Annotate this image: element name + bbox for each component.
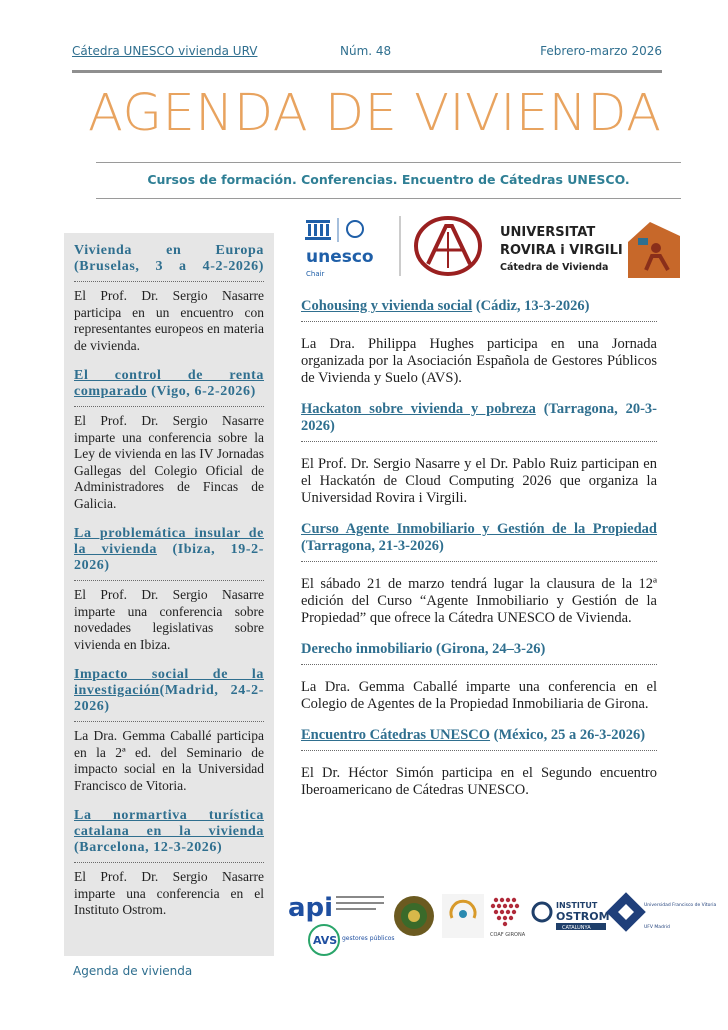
issue-number: Núm. 48 [340, 44, 392, 58]
seal-logo [394, 896, 434, 936]
main-event [301, 641, 657, 713]
event-place-date: (Tarragona, 20-3-2026) [301, 401, 657, 434]
sidebar-event [74, 368, 264, 512]
dotted-divider [74, 580, 264, 581]
dotted-divider [74, 862, 264, 863]
event-link[interactable]: Impacto social de la investigación [74, 667, 264, 698]
event-description: La Dra. Gemma Caballé participa en la 2ª ed. del Seminario de impacto social en la Universidad Francisco de Vitoria. [74, 728, 264, 793]
svg-text:CATALUNYA: CATALUNYA [562, 925, 591, 931]
svg-text:Cátedra de Vivienda: Cátedra de Vivienda [500, 262, 609, 273]
event-heading [301, 298, 657, 315]
title-divider-bottom [96, 198, 681, 199]
event-heading [74, 808, 264, 856]
event-place-date: (México, 25 a 26-3-2026) [490, 727, 646, 743]
event-place-date: (Tarragona, 21-3-2026) [301, 538, 444, 554]
event-heading [301, 641, 657, 658]
event-link[interactable]: El control de renta comparado [74, 368, 264, 399]
header-divider [72, 70, 662, 73]
dotted-divider [74, 406, 264, 407]
dotted-divider [74, 721, 264, 722]
event-description: El Prof. Dr. Sergio Nasarre imparte una conferencia en el Instituto Ostrom. [74, 869, 264, 917]
event-description: El Prof. Dr. Sergio Nasarre y el Dr. Pablo Ruiz participan en el Hackatón de Cloud Computing 2026 que organiza la Universidad Rovira i Virgili. [301, 456, 657, 506]
event-heading [74, 526, 264, 574]
svg-text:ROVIRA i VIRGILI: ROVIRA i VIRGILI [500, 243, 623, 258]
event-description: El sábado 21 de marzo tendrá lugar la clausura de la 12ª edición del Curso “Agente Inmobiliario y Gestión de la Propiedad” que ofrece la Cátedra UNESCO de Vivienda. [301, 576, 657, 626]
sidebar-event [74, 808, 264, 919]
event-title: Derecho inmobiliario (Girona, 24–3-26) [301, 641, 546, 657]
svg-text:unesco: unesco [306, 247, 374, 267]
event-title[interactable]: Vivienda en Europa [74, 243, 264, 258]
event-place-date: (Bruselas, 3 a 4-2-2026) [74, 259, 264, 274]
event-description: El Prof. Dr. Sergio Nasarre imparte una conferencia sobre la Ley de vivienda en las IV Jornadas Gallegas del Colegio Oficial de Administradores de Fincas de Galicia. [74, 413, 264, 511]
event-link[interactable]: Cohousing y vivienda social [301, 298, 473, 314]
colegio-logo [442, 894, 484, 938]
ostrom-logo [533, 901, 610, 931]
main-event [301, 401, 657, 507]
svg-text:gestores públicos: gestores públicos [342, 935, 395, 942]
coaf-girona-logo [490, 898, 526, 938]
page-footer: Agenda de vivienda [73, 964, 193, 978]
page-subtitle: Cursos de formación. Conferencias. Encuentro de Cátedras UNESCO. [147, 172, 630, 187]
title-divider-top [96, 162, 681, 163]
event-heading [301, 521, 657, 555]
dotted-divider [301, 321, 657, 322]
svg-text:api: api [288, 893, 334, 923]
ufv-logo [606, 892, 716, 932]
event-link[interactable]: Curso Agente Inmobiliario y Gestión de la Propiedad [301, 521, 657, 537]
event-place-date: (Vigo, 6-2-2026) [147, 384, 256, 399]
unesco-logo [305, 218, 374, 278]
event-link[interactable]: La problemática insular de la vivienda [74, 526, 264, 557]
event-heading [74, 368, 264, 400]
event-link[interactable]: Encuentro Cátedras UNESCO [301, 727, 491, 743]
catedra-vivienda-logo [628, 222, 680, 278]
event-heading [74, 667, 264, 715]
event-place-date: (Cádiz, 13-3-2026) [472, 298, 590, 314]
main-event [301, 521, 657, 627]
sidebar-event [74, 667, 264, 794]
partner-logos-bottom [286, 888, 717, 960]
svg-text:INSTITUT: INSTITUT [556, 901, 598, 910]
event-heading [74, 243, 264, 275]
event-place-date: (Ibiza, 19-2-2026) [74, 542, 264, 573]
urv-emblem-icon [416, 218, 480, 274]
svg-text:OSTROM: OSTROM [556, 910, 610, 923]
dotted-divider [301, 664, 657, 665]
svg-text:UFV Madrid: UFV Madrid [644, 925, 670, 930]
partner-logos-top [300, 212, 690, 282]
event-description: El Dr. Héctor Simón participa en el Segundo encuentro Iberoamericano de Cátedras UNESCO. [301, 765, 657, 798]
event-link[interactable]: Hackaton sobre vivienda y pobreza [301, 401, 536, 417]
main-events [301, 298, 657, 813]
api-logo [288, 893, 384, 923]
main-event [301, 298, 657, 387]
avs-logo [309, 925, 395, 955]
event-description: El Prof. Dr. Sergio Nasarre imparte una conferencia sobre novedades legislativas sobre vivienda en Ibiza. [74, 587, 264, 652]
sidebar-event [74, 526, 264, 653]
page-header [72, 44, 662, 64]
dotted-divider [301, 750, 657, 751]
svg-text:Universidad Francisco de Vitor: Universidad Francisco de Vitoria [644, 903, 717, 908]
dotted-divider [301, 441, 657, 442]
sidebar-events [64, 233, 274, 956]
event-place-date: (Madrid, 24-2-2026) [74, 683, 264, 714]
issue-date: Febrero-marzo 2026 [540, 44, 662, 58]
event-heading [301, 401, 657, 435]
dotted-divider [301, 561, 657, 562]
event-heading [301, 727, 657, 744]
page-title: AGENDA DE VIVIENDA [88, 84, 662, 143]
event-link[interactable]: La normartiva turística catalana en la vivienda [74, 808, 264, 839]
svg-text:AVS: AVS [313, 934, 338, 947]
main-event [301, 727, 657, 799]
svg-text:Chair: Chair [306, 270, 325, 278]
event-description: La Dra. Philippa Hughes participa en una Jornada organizada por la Asociación Española de Gestores Públicos de Vivienda y Suelo (AVS). [301, 336, 657, 386]
event-place-date: (Barcelona, 12-3-2026) [74, 840, 223, 855]
dotted-divider [74, 281, 264, 282]
event-description: El Prof. Dr. Sergio Nasarre participa en un encuentro con representantes europeos en materia de vivienda. [74, 288, 264, 353]
header-chair-link[interactable]: Cátedra UNESCO vivienda URV [72, 44, 258, 58]
sidebar-event [74, 243, 264, 354]
svg-text:UNIVERSITAT: UNIVERSITAT [500, 225, 596, 240]
event-description: La Dra. Gemma Caballé imparte una conferencia en el Colegio de Agentes de la Propiedad Inmobiliaria de Girona. [301, 679, 657, 712]
svg-text:COAF GIRONA: COAF GIRONA [490, 932, 526, 938]
